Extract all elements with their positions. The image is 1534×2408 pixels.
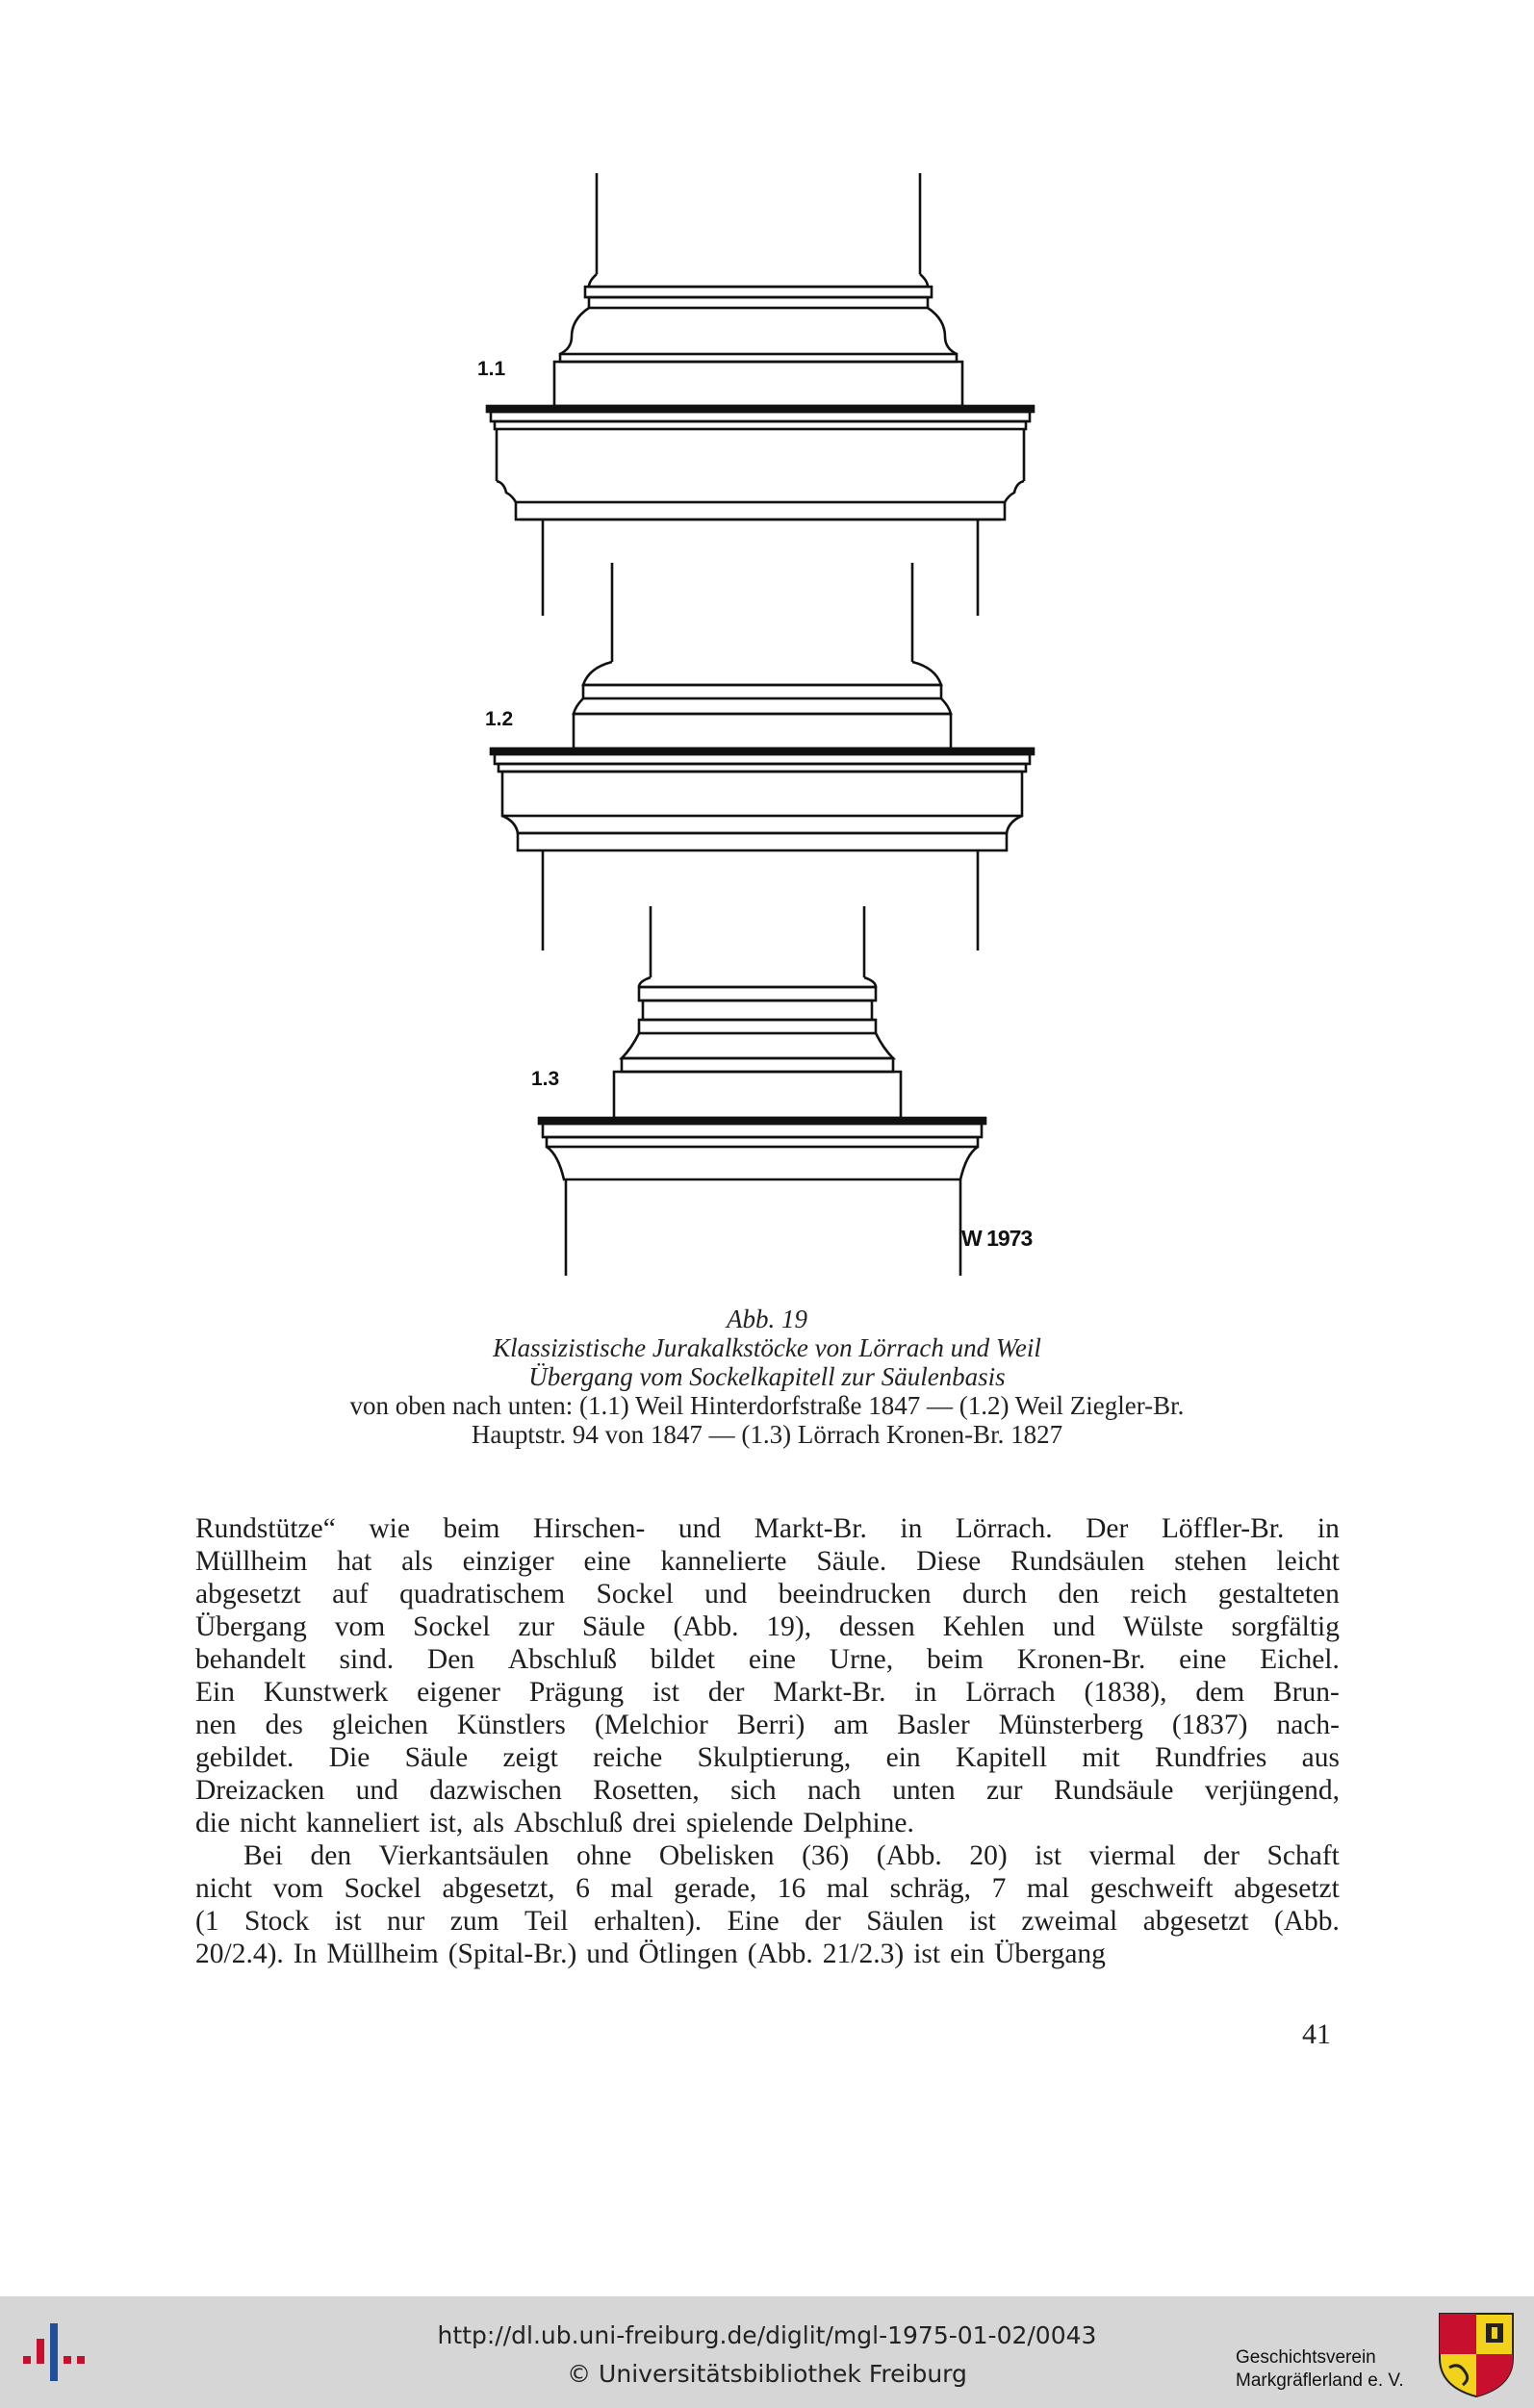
- figure-caption: [192, 1305, 1342, 1449]
- text-line: Ein Kunstwerk eigener Prägung ist der Markt-Br. in Lörrach (1838), dem Brun-: [195, 1677, 1340, 1708]
- figure-label-1-3: 1.3: [531, 1068, 560, 1090]
- page-number: 41: [1302, 2018, 1331, 2050]
- caption-subtitle: Übergang vom Sockelkapitell zur Säulenbasis: [528, 1362, 1006, 1391]
- footer-bar: [0, 2296, 1534, 2408]
- text-line: Müllheim hat als einziger eine kannelierte Säule. Diese Rundsäulen stehen leicht: [195, 1546, 1340, 1577]
- document-url-link[interactable]: http://dl.ub.uni-freiburg.de/diglit/mgl-1975-01-02/0043: [437, 2321, 1097, 2349]
- figure-label-1-1: 1.1: [477, 358, 506, 380]
- caption-title: Klassizistische Jurakalkstöcke von Lörrach und Weil: [493, 1333, 1041, 1362]
- caption-sources-line1: von oben nach unten: (1.1) Weil Hinterdorfstraße 1847 — (1.2) Weil Ziegler-Br.: [349, 1391, 1185, 1420]
- copyright-text: © Universitätsbibliothek Freiburg: [567, 2360, 967, 2388]
- body-text: [195, 1512, 1340, 1970]
- publisher-line2: Markgräflerland e. V.: [1236, 2370, 1404, 2391]
- column-drawing-1-1: [487, 173, 1034, 616]
- text-line: Bei den Vierkantsäulen ohne Obelisken (36) (Abb. 20) ist viermal der Schaft: [243, 1840, 1340, 1871]
- text-line: gebildet. Die Säule zeigt reiche Skulptierung, ein Kapitell mit Rundfries aus: [195, 1742, 1340, 1773]
- column-drawing-1-3: [539, 906, 985, 1276]
- publisher-name: [1236, 2346, 1404, 2393]
- text-line: Rundstütze“ wie beim Hirschen- und Markt-Br. in Lörrach. Der Löffler-Br. in: [195, 1513, 1340, 1544]
- text-line: nicht vom Sockel abgesetzt, 6 mal gerade, 16 mal schräg, 7 mal geschweift abgesetzt: [195, 1873, 1340, 1904]
- text-line: Dreizacken und dazwischen Rosetten, sich nach unten zur Rundsäule verjüngend,: [195, 1775, 1340, 1806]
- caption-sources-line2: Hauptstr. 94 von 1847 — (1.3) Lörrach Kronen-Br. 1827: [471, 1420, 1063, 1449]
- text-line: die nicht kanneliert ist, als Abschluß drei spielende Delphine.: [195, 1808, 914, 1838]
- text-line: Übergang vom Sockel zur Säule (Abb. 19), dessen Kehlen und Wülste sorgfältig: [195, 1611, 1340, 1642]
- paragraph-2: [195, 1839, 1340, 1970]
- text-line: abgesetzt auf quadratischem Sockel und beeindrucken durch den reich gestalteten: [195, 1579, 1340, 1610]
- paragraph-1: [195, 1512, 1340, 1839]
- text-line: 20/2.4). In Müllheim (Spital-Br.) und Ötlingen (Abb. 21/2.3) ist ein Übergang: [195, 1939, 1106, 1969]
- column-drawing-1-2: [491, 563, 1034, 951]
- publisher-line1: Geschichtsverein: [1236, 2347, 1376, 2368]
- artist-signature: W 1973: [961, 1226, 1033, 1251]
- figure-label-1-2: 1.2: [485, 708, 514, 730]
- text-line: (1 Stock ist nur zum Teil erhalten). Eine der Säulen ist zweimal abgesetzt (Abb.: [195, 1906, 1340, 1937]
- caption-number: Abb. 19: [727, 1305, 807, 1333]
- text-line: nen des gleichen Künstlers (Melchior Berri) am Basler Münsterberg (1837) nach-: [195, 1710, 1340, 1740]
- coat-of-arms-icon: [1436, 2310, 1517, 2398]
- text-line: behandelt sind. Den Abschluß bildet eine Urne, beim Kronen-Br. eine Eichel.: [195, 1644, 1340, 1675]
